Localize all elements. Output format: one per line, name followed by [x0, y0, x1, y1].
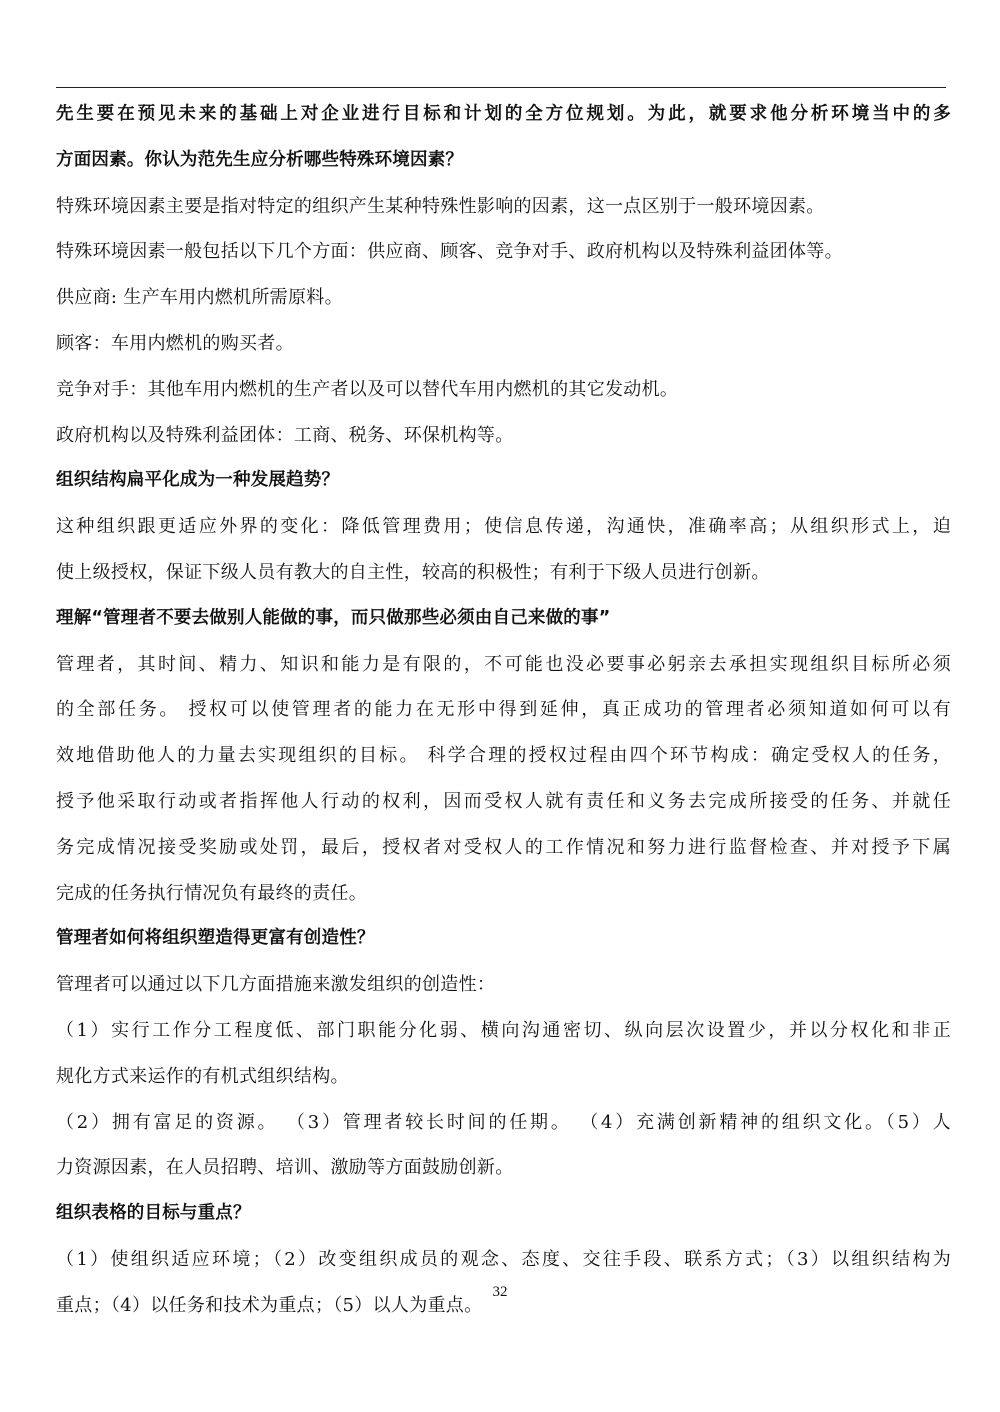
paragraph-line: 竞争对手：其他车用内燃机的生产者以及可以替代车用内燃机的其它发动机。 [56, 378, 679, 400]
paragraph-line: 特殊环境因素一般包括以下几个方面：供应商、顾客、竞争对手、政府机构以及特殊利益团体等。 [56, 241, 843, 263]
list-item-line: （1）使组织适应环境；（2）改变组织成员的观念、态度、交往手段、联系方式；（3）以组织结构为 [56, 1248, 951, 1270]
question-heading: 先生要在预见未来的基础上对企业进行目标和计划的全方位规划。为此，就要求他分析环境当中的多 [56, 104, 951, 124]
header-rule [56, 87, 946, 88]
page-number: 32 [492, 1284, 508, 1300]
question-heading: 组织结构扁平化成为一种发展趋势？ [56, 470, 340, 491]
list-item-line: 规化方式来运作的有机式组织结构。 [56, 1065, 349, 1087]
question-heading: 理解“管理者不要去做别人能做的事，而只做那些必须由自己来做的事” [56, 607, 611, 628]
paragraph-line: 特殊环境因素主要是指对特定的组织产生某种特殊性影响的因素，这一点区别于一般环境因素。 [56, 195, 825, 217]
paragraph-line: 顾客：车用内燃机的购买者。 [56, 332, 294, 354]
paragraph-line: 务完成情况接受奖励或处罚，最后，授权者对受权人的工作情况和努力进行监督检查、并对授予下属 [56, 836, 951, 858]
paragraph-line: 授予他采取行动或者指挥他人行动的权利，因而受权人就有责任和义务去完成所接受的任务、并就任 [56, 790, 951, 812]
question-heading: 方面因素。你认为范先生应分析哪些特殊环境因素？ [56, 149, 464, 170]
paragraph-line: 政府机构以及特殊利益团体：工商、税务、环保机构等。 [56, 424, 514, 446]
document-body [56, 92, 951, 1329]
paragraph-line: 管理者，其时间、精力、知识和能力是有限的，不可能也没必要事必躬亲去承担实现组织目标所必须 [56, 653, 951, 675]
list-item-line: 力资源因素，在人员招聘、培训、激励等方面鼓励创新。 [56, 1157, 514, 1179]
list-item-line: 重点；（4）以任务和技术为重点；（5）以人为重点。 [56, 1294, 483, 1316]
paragraph-line: 使上级授权，保证下级人员有教大的自主性，较高的积极性；有利于下级人员进行创新。 [56, 561, 770, 583]
paragraph-line: 的全部任务。 授权可以使管理者的能力在无形中得到延伸，真正成功的管理者必须知道如何可以有 [56, 699, 951, 721]
paragraph-line: 效地借助他人的力量去实现组织的目标。 科学合理的授权过程由四个环节构成：确定受权人的任务， [56, 745, 951, 767]
paragraph-line: 管理者可以通过以下几方面措施来激发组织的创造性： [56, 974, 496, 996]
question-heading: 组织表格的目标与重点？ [56, 1203, 251, 1224]
list-item-line: （2）拥有富足的资源。 （3）管理者较长时间的任期。 （4）充满创新精神的组织文化。（5）人 [56, 1111, 951, 1133]
question-heading: 管理者如何将组织塑造得更富有创造性？ [56, 928, 375, 949]
paragraph-line: 供应商: 生产车用内燃机所需原料。 [56, 287, 343, 309]
list-item-line: （1）实行工作分工程度低、部门职能分化弱、横向沟通密切、纵向层次设置少，并以分权化和非正 [56, 1019, 951, 1041]
paragraph-line: 完成的任务执行情况负有最终的责任。 [56, 882, 368, 904]
paragraph-line: 这种组织跟更适应外界的变化：降低管理费用；使信息传递，沟通快，准确率高；从组织形式上，迫 [56, 516, 951, 538]
